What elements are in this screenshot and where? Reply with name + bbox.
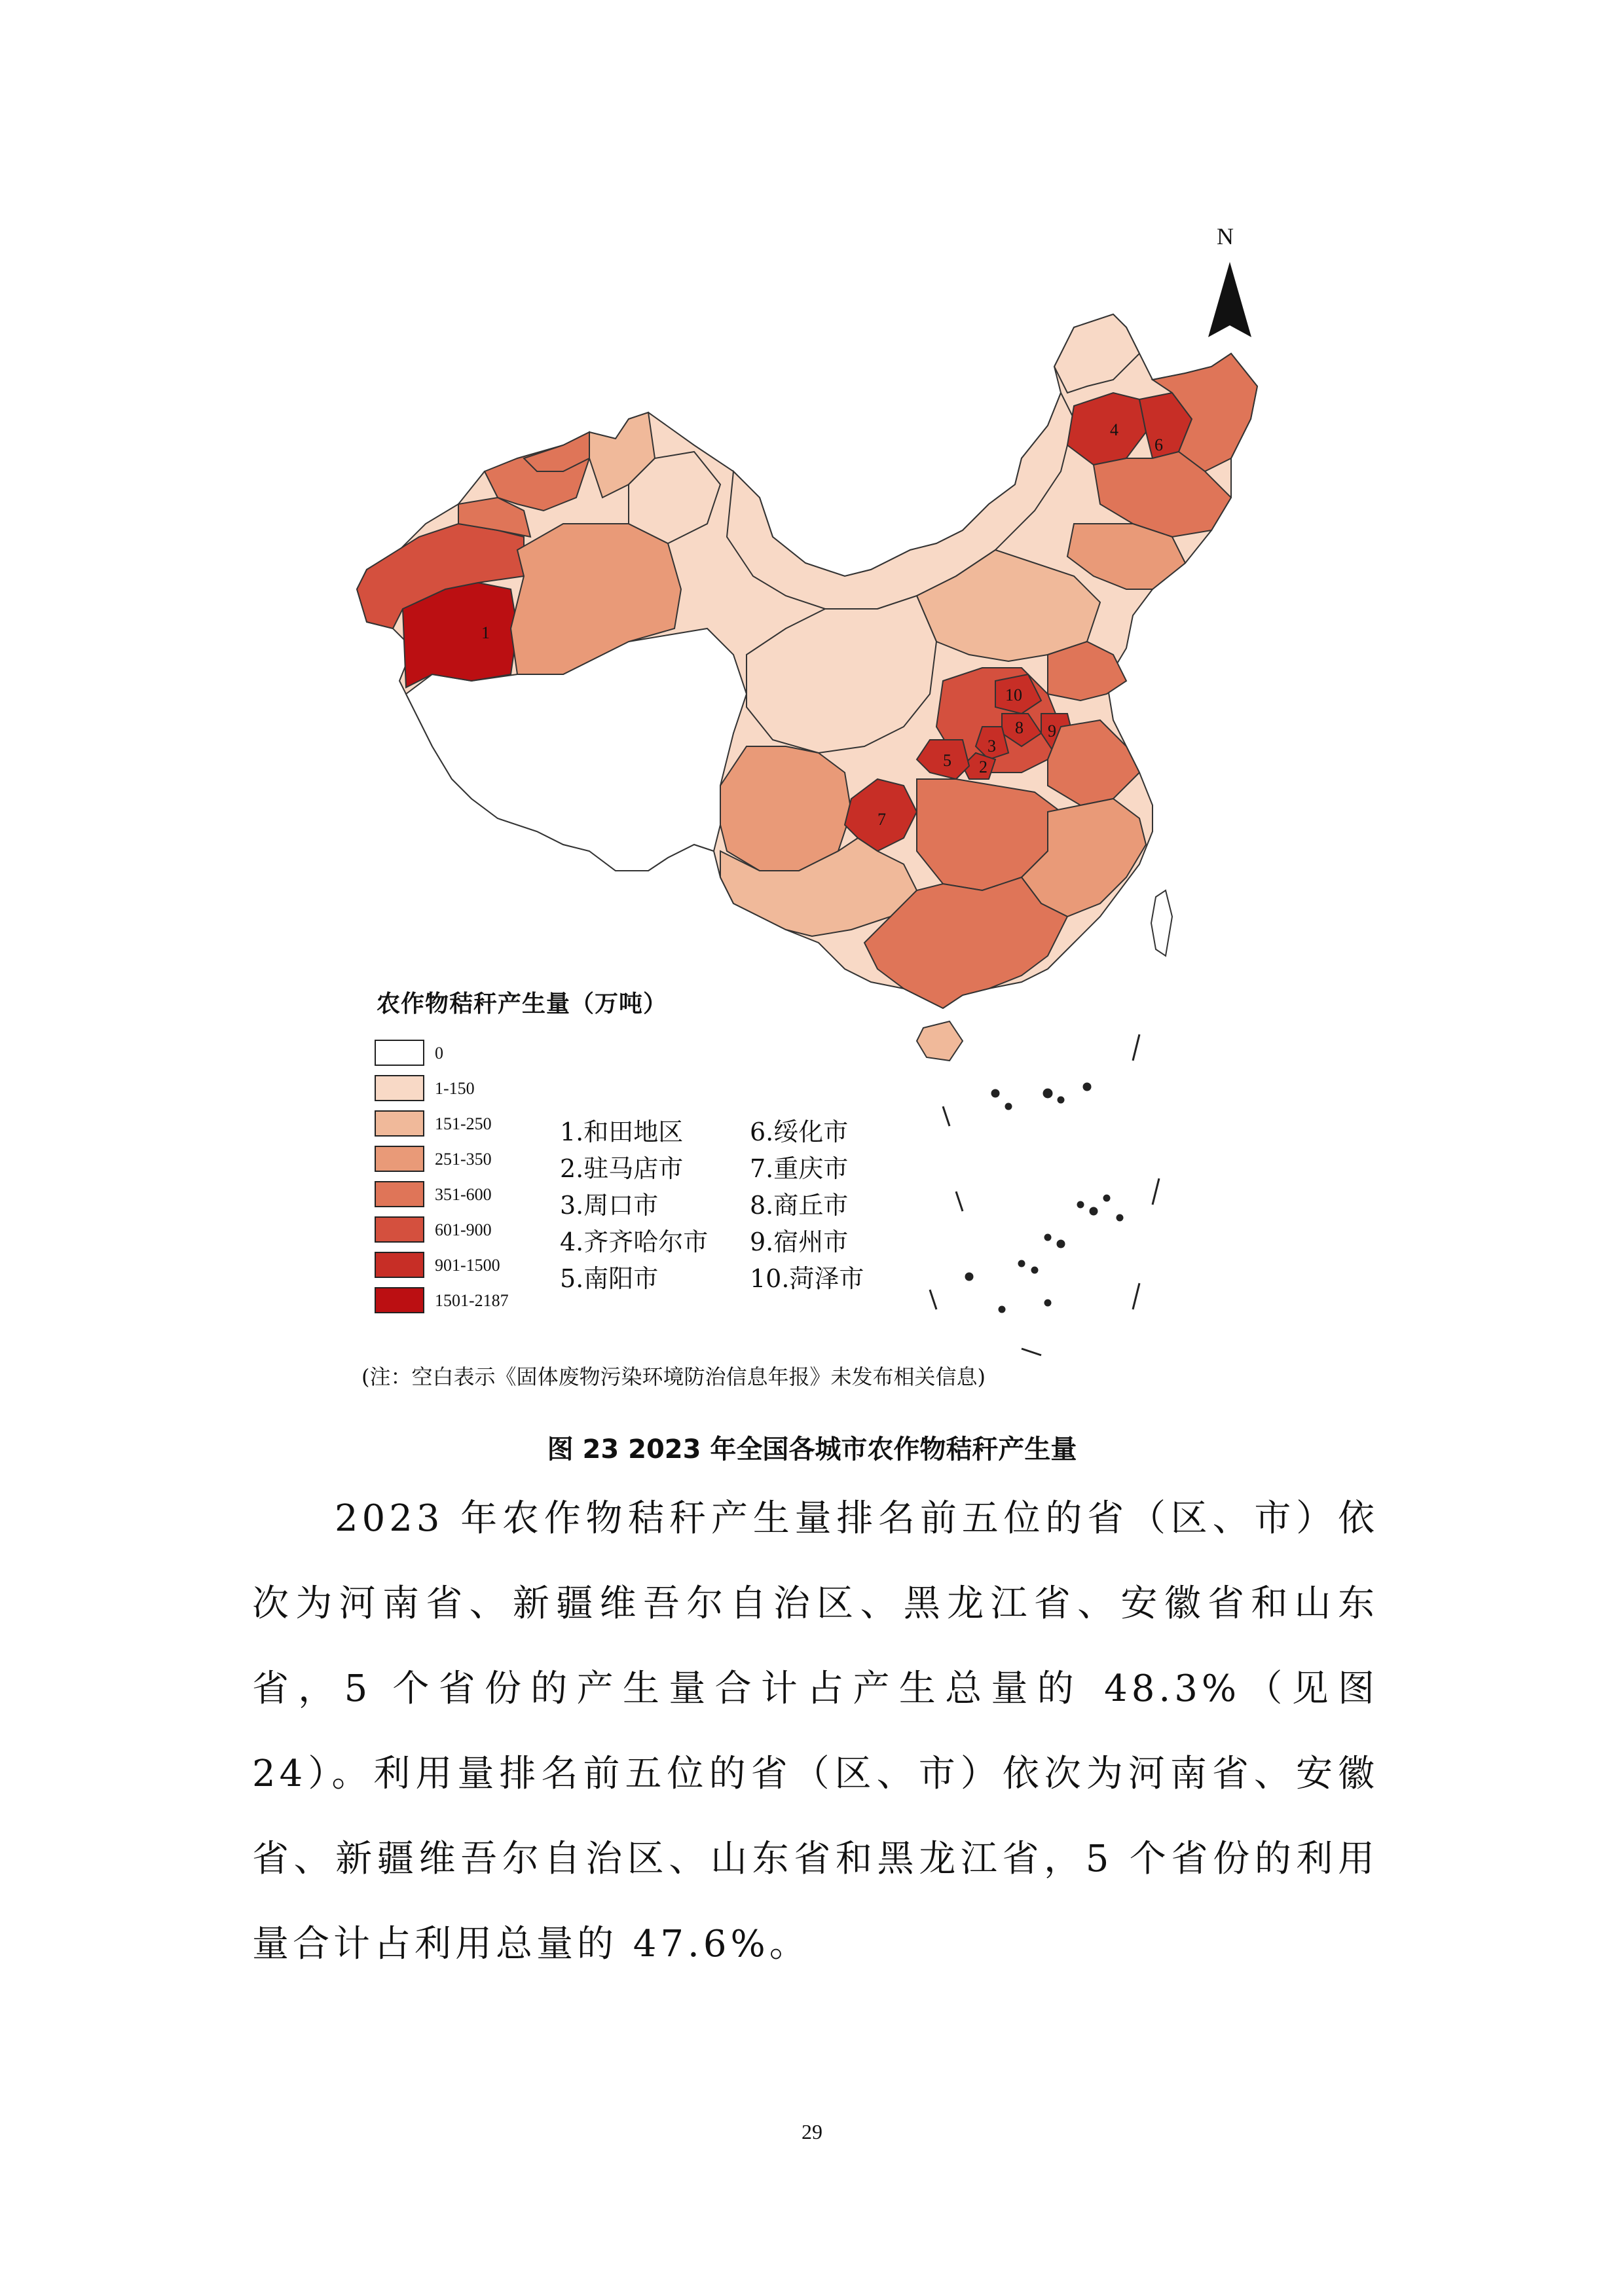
city-list-item: 6.绥化市 — [750, 1118, 849, 1146]
legend-swatch — [375, 1040, 424, 1066]
map-label-5: 5 — [943, 751, 951, 770]
figure-caption: 图 23 2023 年全国各城市农作物秸秆产生量 — [547, 1434, 1077, 1465]
map-label-10: 10 — [1005, 685, 1022, 704]
legend-label: 901-1500 — [435, 1256, 500, 1275]
map-label-3: 3 — [987, 737, 996, 756]
body-paragraph: 2023 年农作物秸秆产生量排名前五位的省（区、市）依次为河南省、新疆维吾尔自治区、黑龙江省、安徽省和山东省，5 个省份的产生量合计占产生总量的 48.3%（见图 24）。利用量排名前五位的省（区、市）依次为河南省、安徽省、新疆维吾尔自治区、山东省和黑龙江省，5 个省份的利用量合计占利用总量的 47.6%。 — [252, 1497, 1378, 1965]
map-label-8: 8 — [1015, 718, 1024, 737]
region-hainan — [917, 1021, 963, 1061]
map-label-1: 1 — [481, 623, 490, 642]
legend-label: 1-150 — [435, 1079, 475, 1098]
map-note: (注：空白表示《固体废物污染环境防治信息年报》未发布相关信息) — [361, 1364, 986, 1389]
legend-swatch — [375, 1252, 424, 1278]
map-label-9: 9 — [1048, 721, 1056, 740]
top-city-list — [560, 1118, 927, 1292]
city-list-item: 8.商丘市 — [750, 1191, 849, 1220]
legend-label: 151-250 — [435, 1114, 492, 1133]
legend-title: 农作物秸秆产生量（万吨） — [377, 990, 668, 1017]
legend-swatch — [375, 1216, 424, 1243]
city-list-item: 2.驻马店市 — [560, 1154, 684, 1183]
map-label-2: 2 — [979, 757, 987, 776]
region-taiwan — [1151, 890, 1172, 956]
legend-label: 0 — [435, 1044, 443, 1063]
city-list-item: 7.重庆市 — [750, 1154, 849, 1183]
legend-swatch — [375, 1075, 424, 1101]
south-china-sea-islands — [930, 1034, 1159, 1355]
city-list-item: 4.齐齐哈尔市 — [560, 1228, 709, 1256]
map-label-4: 4 — [1110, 420, 1118, 439]
city-list-item: 3.周口市 — [560, 1191, 659, 1220]
legend-label: 601-900 — [435, 1220, 492, 1239]
north-label: N — [1217, 223, 1234, 249]
map-label-7: 7 — [877, 810, 886, 829]
legend-swatch — [375, 1181, 424, 1207]
north-arrow-icon — [1208, 262, 1251, 337]
legend-label: 1501-2187 — [435, 1291, 509, 1310]
page-number: 29 — [802, 2120, 822, 2143]
city-list-item: 10.菏泽市 — [750, 1264, 864, 1293]
city-list-item: 5.南阳市 — [560, 1264, 659, 1293]
city-list-item: 9.宿州市 — [750, 1228, 849, 1256]
legend-label: 351-600 — [435, 1185, 492, 1204]
region-sichuan — [720, 746, 851, 871]
legend-swatch — [375, 1110, 424, 1137]
legend-swatch — [375, 1146, 424, 1172]
legend-label: 251-350 — [435, 1150, 492, 1169]
legend-swatch — [375, 1287, 424, 1313]
city-list-item: 1.和田地区 — [560, 1118, 684, 1146]
map-label-6: 6 — [1154, 435, 1163, 454]
